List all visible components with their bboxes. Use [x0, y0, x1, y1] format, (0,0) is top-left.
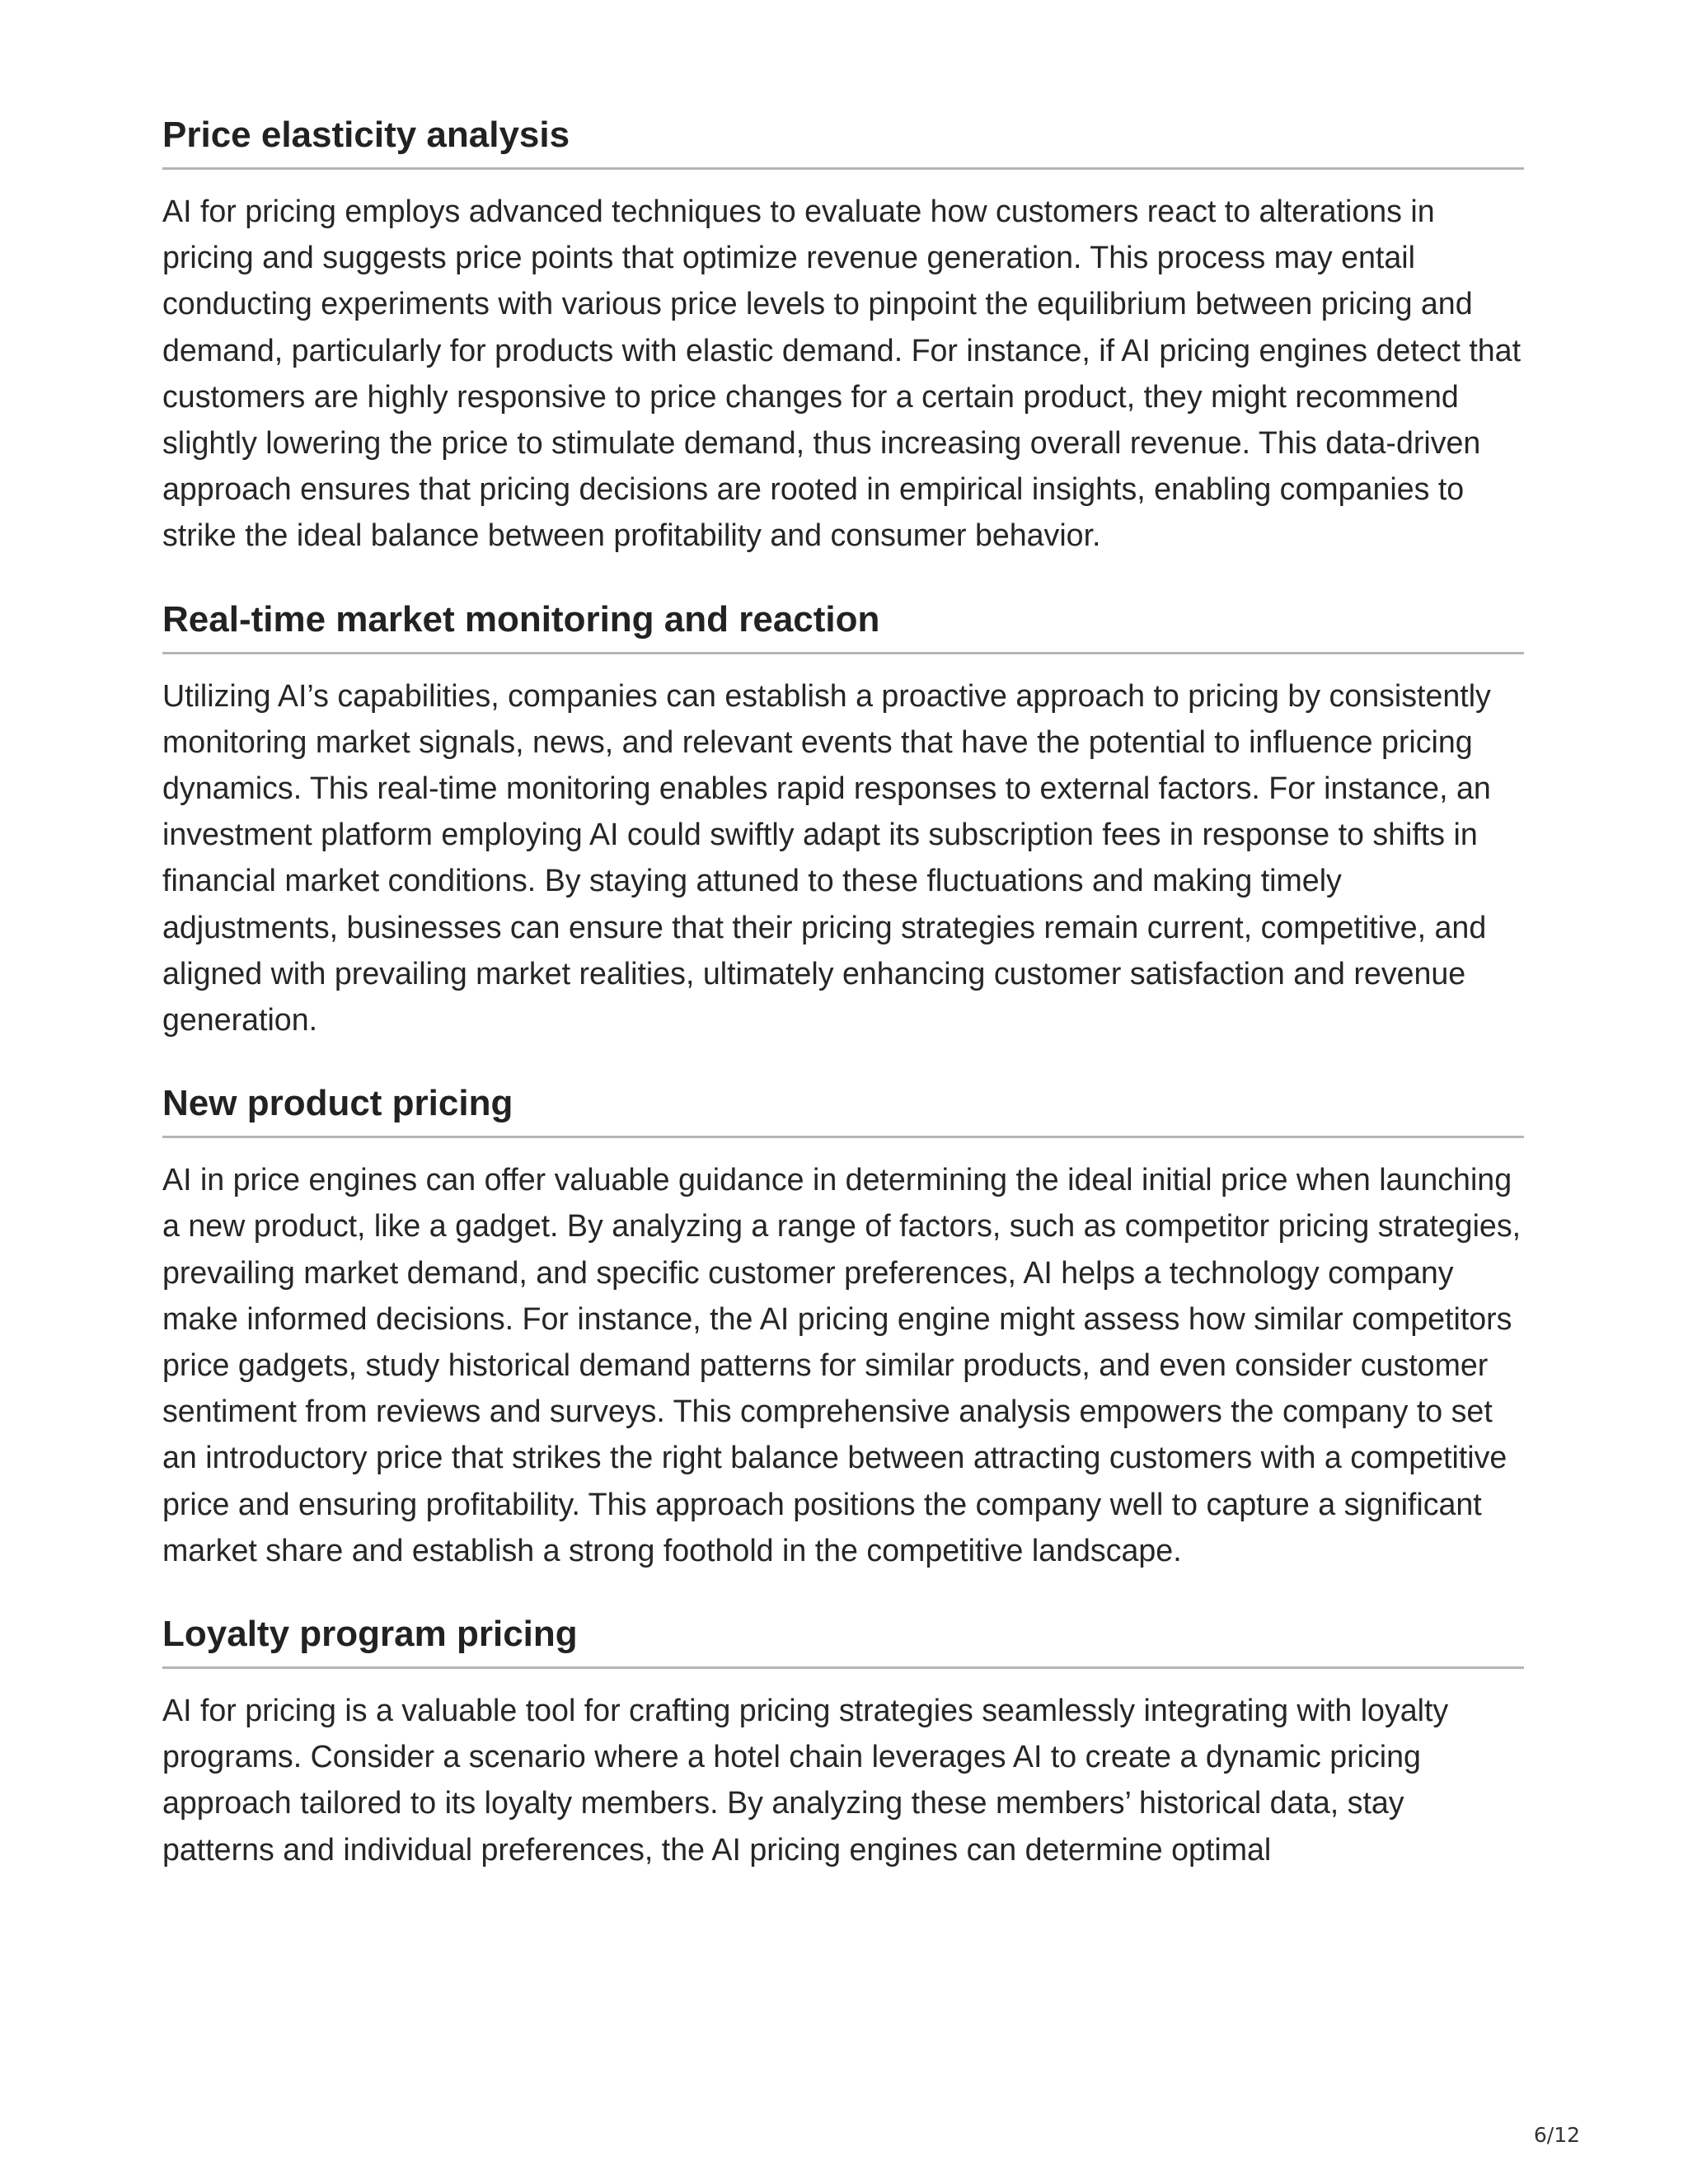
section-heading: Real-time market monitoring and reaction	[162, 597, 1524, 654]
section-paragraph: Utilizing AI’s capabilities, companies can establish a proactive approach to pricing by consistently monitoring market signals, news, and relevant events that have the potential to influence pricing dynamics. This real-time monitoring enables rapid responses to external factors. For instance, an investment platform employing AI could swiftly adapt its subscription fees in response to shifts in financial market conditions. By staying attuned to these fluctuations and making timely adjustments, businesses can ensure that their pricing strategies remain current, competitive, and aligned with prevailing market realities, ultimately enhancing customer satisfaction and revenue generation.	[162, 677, 1491, 1038]
section-paragraph: AI in price engines can offer valuable guidance in determining the ideal initial price when launching a new product, like a gadget. By analyzing a range of factors, such as competitor pricing strategies, prevailing market demand, and specific customer preferences, AI helps a technology company make informed decisions. For instance, the AI pricing engine might assess how similar competitors price gadgets, study historical demand patterns for similar products, and even consider customer sentiment from reviews and surveys. This comprehensive analysis empowers the company to set an introductory price that strikes the right balance between attracting customers with a competitive price and ensuring profitability. This approach positions the company well to capture a significant market share and establish a strong foothold in the competitive landscape.	[162, 1162, 1522, 1568]
document-page	[162, 112, 1524, 1910]
section-paragraph: AI for pricing employs advanced techniques to evaluate how customers react to alterations in pricing and suggests price points that optimize revenue generation. This process may entail conducting experiments with various price levels to pinpoint the equilibrium between pricing and demand, particularly for products with elastic demand. For instance, if AI pricing engines detect that customers are highly responsive to price changes for a certain product, they might recommend slightly lowering the price to stimulate demand, thus increasing overall revenue. This data-driven approach ensures that pricing decisions are rooted in empirical insights, enabling companies to strike the ideal balance between profitability and consumer behavior.	[162, 194, 1522, 553]
section-heading: New product pricing	[162, 1080, 1524, 1138]
section-price-elasticity	[162, 112, 1524, 559]
section-loyalty-program-pricing	[162, 1611, 1524, 1872]
section-heading: Loyalty program pricing	[162, 1611, 1524, 1669]
section-paragraph: AI for pricing is a valuable tool for crafting pricing strategies seamlessly integrating with loyalty programs. Consider a scenario where a hotel chain leverages AI to create a dynamic pricing approach tailored to its loyalty members. By analyzing these members’ historical data, stay patterns and individual preferences, the AI pricing engines can determine optimal	[162, 1693, 1449, 1867]
page-number: 6/12	[1533, 2123, 1580, 2147]
section-real-time-market	[162, 597, 1524, 1043]
section-heading: Price elasticity analysis	[162, 112, 1524, 170]
section-new-product-pricing	[162, 1080, 1524, 1573]
